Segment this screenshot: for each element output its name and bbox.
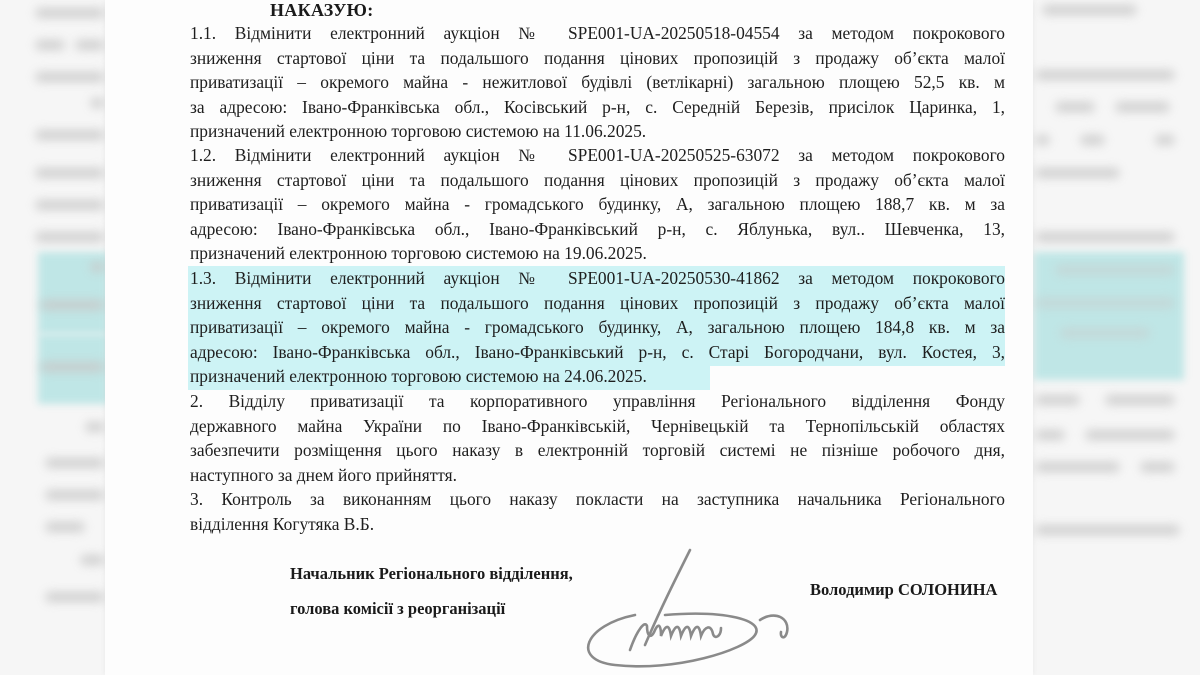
handwritten-signature-icon	[575, 540, 795, 675]
order-item-3	[190, 487, 1005, 536]
text-line: адресою: Івано-Франківська обл., Івано-Франківський р-н, с. Яблунька, вул.. Шевченка, 13,	[190, 218, 1005, 239]
signatory-title-line1: Начальник Регіонального відділення,	[290, 564, 573, 583]
text-line: призначений електронною торговою системою на 19.06.2025.	[190, 243, 647, 263]
text-line: зниження стартової ціни та подальшого подання цінових пропозицій з продажу об’єкта малої	[190, 47, 1005, 68]
text-line: наступного за днем його прийняття.	[190, 464, 458, 485]
text-line: 2. Відділу приватизації та корпоративного управління Регіонального відділення Фонду	[190, 391, 1005, 411]
order-item-1-2	[190, 143, 1005, 266]
order-item-2	[190, 389, 1005, 487]
order-item-1-3-highlighted	[190, 266, 1005, 389]
text-line: 1.2. Відмінити електронний аукціон № SPE001-UA-20250525-63072 за методом покрокового	[190, 145, 1005, 165]
document-page	[105, 0, 1033, 675]
text-line: приватизації – окремого майна - громадського будинку, А, загальною площею 188,7 кв. м за	[190, 194, 1005, 214]
text-line: приватизації – окремого майна - нежитлової будівлі (ветлікарні) загальною площею 52,5 кв. м	[190, 72, 1005, 92]
text-line: відділення Когутяка В.Б.	[190, 513, 375, 534]
text-line: призначений електронною торговою системою на 11.06.2025.	[190, 121, 647, 141]
order-item-1-1	[190, 21, 1005, 144]
text-line: 1.1. Відмінити електронний аукціон № SPE001-UA-20250518-04554 за методом покрокового	[190, 23, 1005, 43]
text-line: зниження стартової ціни та подальшого подання цінових пропозицій з продажу об’єкта малої	[190, 292, 1005, 313]
order-heading: НАКАЗУЮ:	[270, 0, 374, 20]
signatory-title-line2: голова комісії з реорганізації	[290, 599, 506, 618]
text-line: державного майна України по Івано-Франківській, Чернівецькій та Тернопільській областях	[190, 415, 1005, 436]
text-line: приватизації – окремого майна - громадського будинку, А, загальною площею 184,8 кв. м за	[190, 317, 1005, 337]
text-line: призначений електронною торговою системою на 24.06.2025.	[190, 366, 647, 386]
text-line: за адресою: Івано-Франківська обл., Косівський р-н, с. Середній Березів, присілок Царинка, 1,	[190, 96, 1005, 117]
text-line: забезпечити розміщення цього наказу в електронній торговій системі не пізніше робочого дня,	[190, 440, 1005, 460]
text-line: зниження стартової ціни та подальшого подання цінових пропозицій з продажу об’єкта малої	[190, 169, 1005, 190]
text-line: адресою: Івано-Франківська обл., Івано-Франківський р-н, с. Старі Богородчани, вул. Костея, 3,	[190, 341, 1005, 362]
text-line: 1.3. Відмінити електронний аукціон № SPE001-UA-20250530-41862 за методом покрокового	[190, 268, 1005, 288]
text-line: 3. Контроль за виконанням цього наказу покласти на заступника начальника Регіонального	[190, 489, 1005, 509]
signatory-name: Володимир СОЛОНИНА	[810, 580, 998, 599]
